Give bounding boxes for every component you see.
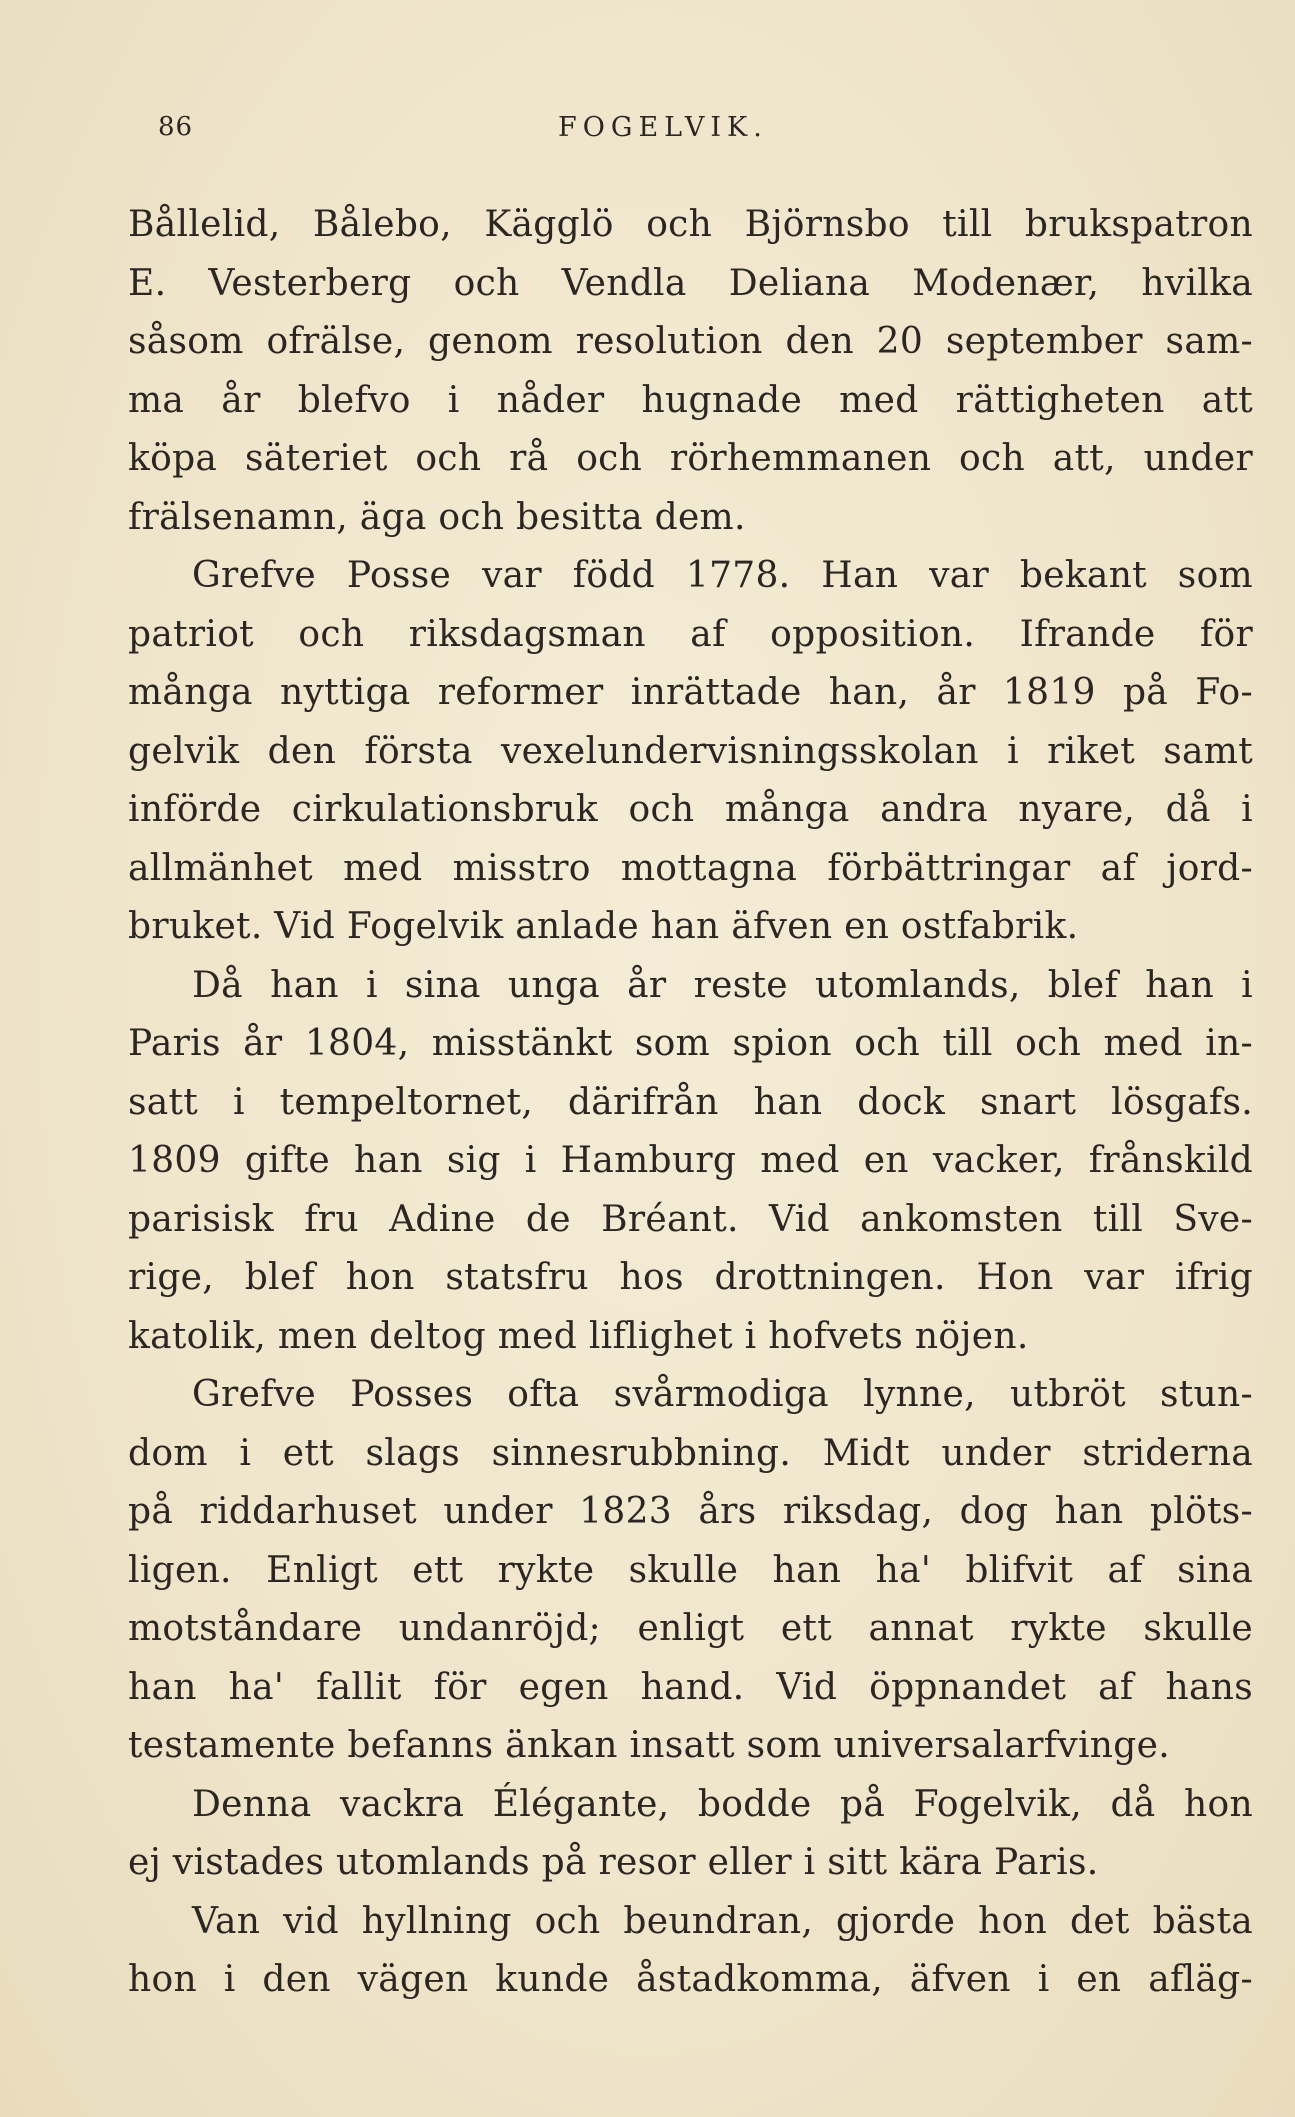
text-line: E. Vesterberg och Vendla Deliana Modenær, hvilka bbox=[128, 262, 1253, 304]
text-line: ej vistades utomlands på resor eller i sitt kära Paris. bbox=[128, 1842, 1099, 1883]
body-text bbox=[128, 196, 1253, 2010]
text-line: Van vid hyllning och beundran, gjorde hon det bästa bbox=[192, 1900, 1253, 1942]
text-line: köpa säteriet och rå och rörhemmanen och att, under bbox=[128, 438, 1253, 479]
book-page bbox=[128, 112, 1253, 2010]
text-line: hon i den vägen kunde åstadkomma, äfven i en afläg- bbox=[128, 1959, 1253, 2000]
text-line: Denna vackra Élégante, bodde på Fogelvik, då hon bbox=[192, 1783, 1253, 1825]
text-line: rige, blef hon statsfru hos drottningen. Hon var ifrig bbox=[128, 1257, 1253, 1298]
text-line: han ha' fallit för egen hand. Vid öppnandet af hans bbox=[128, 1666, 1253, 1708]
page-number: 86 bbox=[158, 112, 194, 142]
text-line: frälsenamn, äga och besitta dem. bbox=[128, 496, 746, 538]
text-line: bruket. Vid Fogelvik anlade han äfven en ostfabrik. bbox=[128, 906, 1079, 947]
text-line: införde cirkulationsbruk och många andra nyare, då i bbox=[128, 789, 1253, 830]
page-header bbox=[128, 112, 1253, 158]
text-line: Bållelid, Bålebo, Kägglö och Björnsbo till brukspatron bbox=[128, 204, 1253, 245]
text-line: patriot och riksdagsman af opposition. Ifrande för bbox=[128, 613, 1253, 655]
text-line: ligen. Enligt ett rykte skulle han ha' blifvit af sina bbox=[128, 1549, 1253, 1591]
text-line: på riddarhuset under 1823 års riksdag, dog han plöts- bbox=[128, 1491, 1253, 1532]
text-line: såsom ofrälse, genom resolution den 20 september sam- bbox=[128, 321, 1253, 362]
text-line: satt i tempeltornet, därifrån han dock snart lösgafs. bbox=[128, 1081, 1253, 1123]
text-line: ma år blefvo i nåder hugnade med rättigheten att bbox=[128, 379, 1253, 421]
text-line: Grefve Posse var född 1778. Han var bekant som bbox=[192, 555, 1253, 596]
text-line: katolik, men deltog med liflighet i hofvets nöjen. bbox=[128, 1315, 1029, 1357]
text-line: gelvik den första vexelundervisningsskolan i riket samt bbox=[128, 730, 1253, 772]
text-line: dom i ett slags sinnesrubbning. Midt under striderna bbox=[128, 1432, 1253, 1474]
text-line: Då han i sina unga år reste utomlands, blef han i bbox=[192, 964, 1253, 1006]
text-line: Grefve Posses ofta svårmodiga lynne, utbröt stun- bbox=[192, 1374, 1253, 1415]
text-line: Paris år 1804, misstänkt som spion och till och med in- bbox=[128, 1023, 1253, 1064]
text-line: allmänhet med misstro mottagna förbättringar af jord- bbox=[128, 847, 1253, 889]
text-line: många nyttiga reformer inrättade han, år 1819 på Fo- bbox=[128, 672, 1253, 713]
text-line: parisisk fru Adine de Bréant. Vid ankomsten till Sve- bbox=[128, 1198, 1253, 1240]
text-line: 1809 gifte han sig i Hamburg med en vacker, frånskild bbox=[128, 1140, 1253, 1181]
text-line: testamente befanns änkan insatt som universalarfvinge. bbox=[128, 1725, 1170, 1766]
running-title: FOGELVIK. bbox=[558, 112, 768, 143]
text-line: motståndare undanröjd; enligt ett annat rykte skulle bbox=[128, 1608, 1253, 1649]
